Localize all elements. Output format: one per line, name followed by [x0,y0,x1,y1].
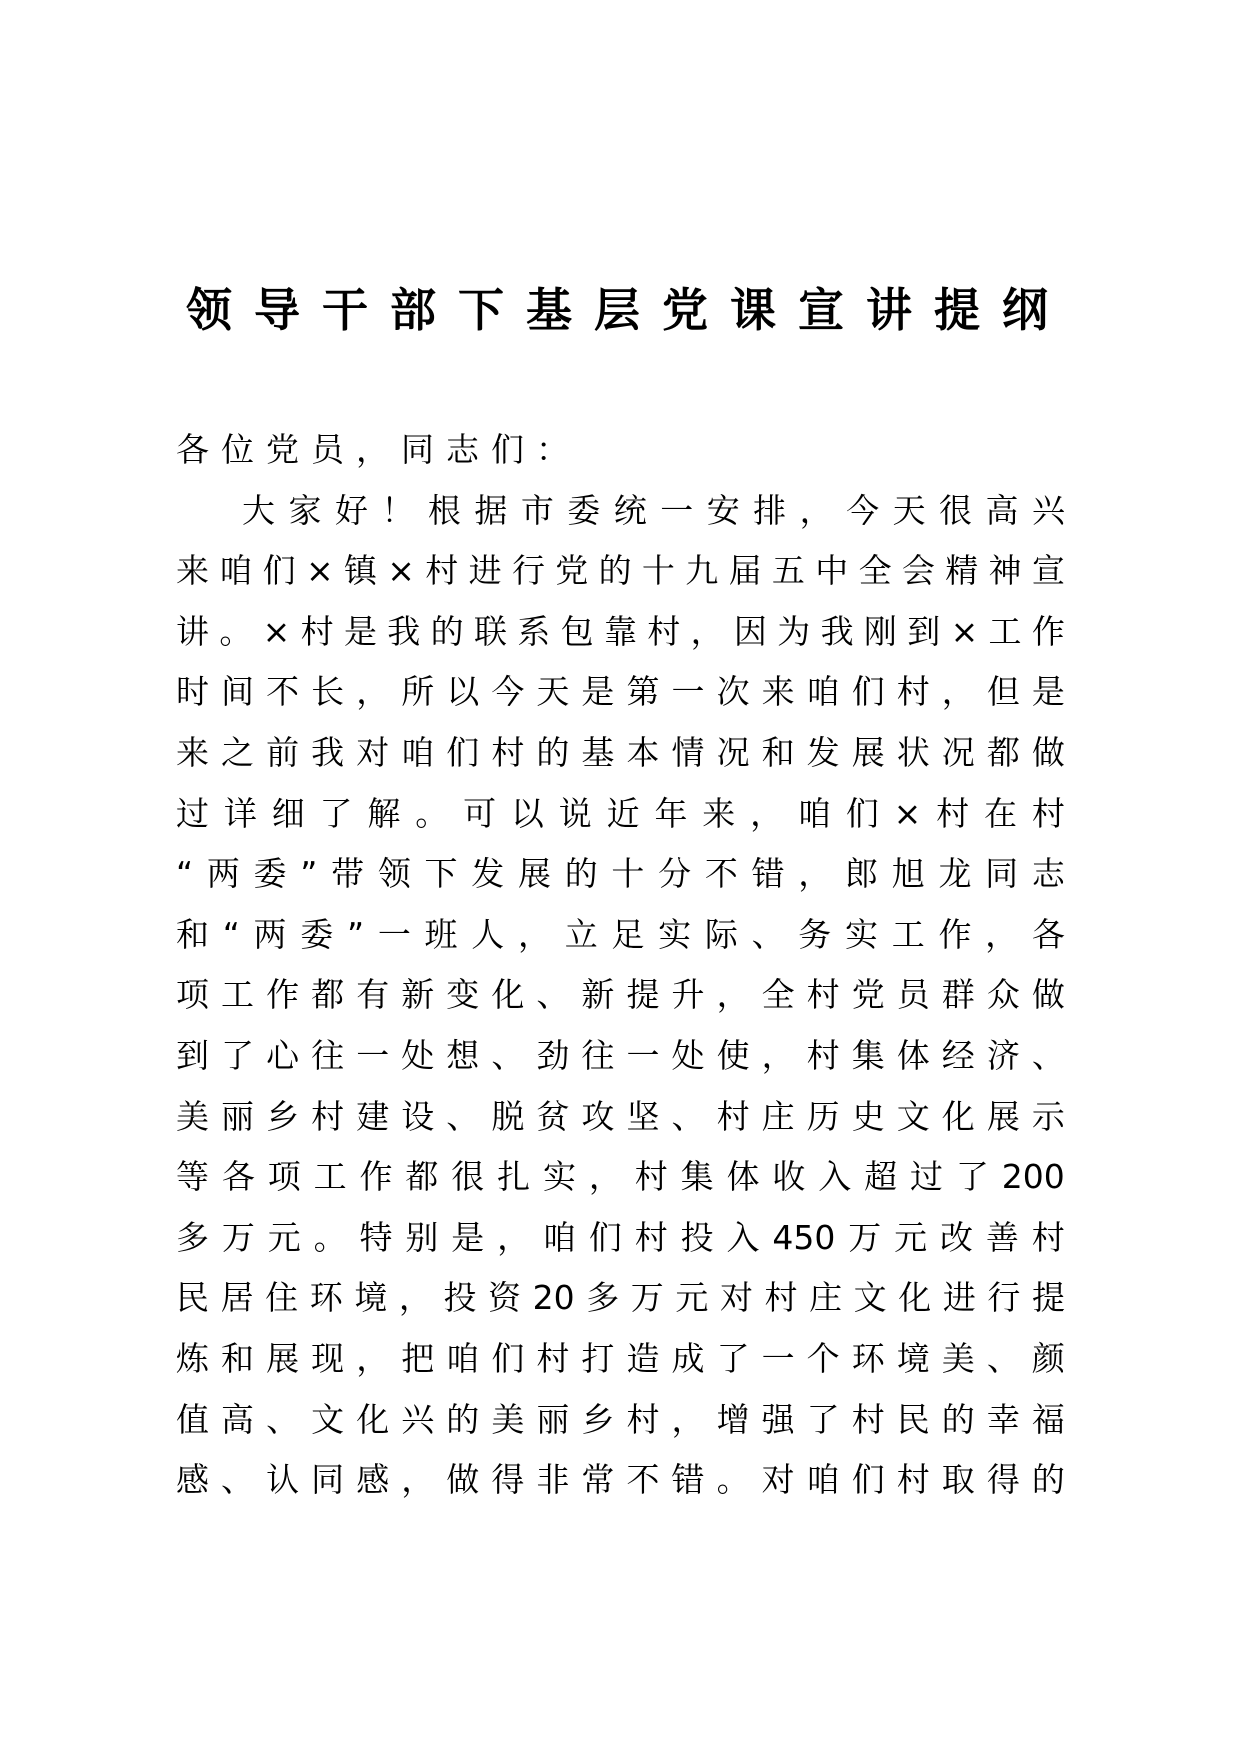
paragraph-line: 多 万 元 。 特 别 是 ， 咱 们 村 投 入 450 万 元 改 善 村 [176,1217,1065,1257]
paragraph-line: 过 详 细 了 解 。 可 以 说 近 年 来 ， 咱 们 × 村 在 村 [176,793,1065,833]
paragraph-line: “ 两 委 ” 带 领 下 发 展 的 十 分 不 错 ， 郎 旭 龙 同 志 [176,854,1065,894]
paragraph-line: 感 、 认 同 感 ， 做 得 非 常 不 错 。 对 咱 们 村 取 得 的 [176,1460,1065,1500]
paragraph-line: 时 间 不 长 ， 所 以 今 天 是 第 一 次 来 咱 们 村 ， 但 是 [176,672,1065,712]
document-title: 领 导 干 部 下 基 层 党 课 宣 讲 提 纲 [186,283,1048,337]
paragraph-line: 炼 和 展 现 ， 把 咱 们 村 打 造 成 了 一 个 环 境 美 、 颜 [176,1338,1065,1378]
paragraph-line: 大 家 好 ！ 根 据 市 委 统 一 安 排 ， 今 天 很 高 兴 [242,490,1065,530]
paragraph-line: 到 了 心 往 一 处 想 、 劲 往 一 处 使 ， 村 集 体 经 济 、 [176,1035,1065,1075]
paragraph-line: 民 居 住 环 境 ， 投 资 20 多 万 元 对 村 庄 文 化 进 行 提 [176,1278,1065,1318]
paragraph-line: 来 咱 们 × 镇 × 村 进 行 党 的 十 九 届 五 中 全 会 精 神 宣 [176,551,1065,591]
paragraph-line: 和 “ 两 委 ” 一 班 人 ， 立 足 实 际 、 务 实 工 作 ， 各 [176,914,1065,954]
paragraph-line: 讲 。 × 村 是 我 的 联 系 包 靠 村 ， 因 为 我 刚 到 × 工 作 [176,611,1065,651]
paragraph-line: 来 之 前 我 对 咱 们 村 的 基 本 情 况 和 发 展 状 况 都 做 [176,732,1065,772]
paragraph-line: 项 工 作 都 有 新 变 化 、 新 提 升 ， 全 村 党 员 群 众 做 [176,975,1065,1015]
paragraph-line: 等 各 项 工 作 都 很 扎 实 ， 村 集 体 收 入 超 过 了 200 [176,1157,1065,1197]
paragraph-line: 值 高 、 文 化 兴 的 美 丽 乡 村 ， 增 强 了 村 民 的 幸 福 [176,1399,1065,1439]
paragraph-line: 美 丽 乡 村 建 设 、 脱 贫 攻 坚 、 村 庄 历 史 文 化 展 示 [176,1096,1065,1136]
document-body [176,420,1065,1511]
greeting: 各位党员，同志们： [176,430,581,469]
